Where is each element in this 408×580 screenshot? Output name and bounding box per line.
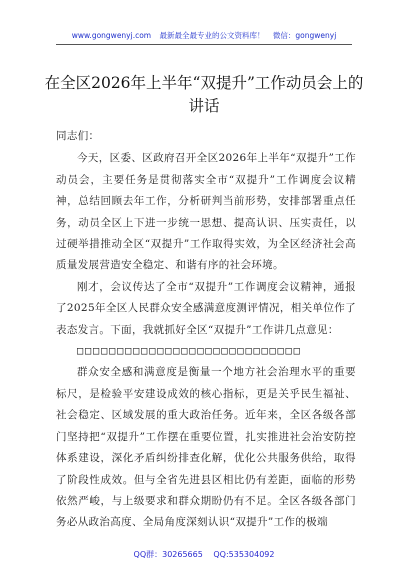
page-header [0,30,408,41]
header-divider [56,44,352,45]
footer-qq-group: QQ群：30265665 [133,550,203,559]
document-body [56,126,356,534]
header-slogan: 最新最全最专业的公文资料库！ [159,31,265,40]
page-footer [0,549,408,560]
footer-qq: QQ:535304092 [213,550,275,559]
missing-glyph-heading: □□□□□□□□□□□□□□□□□□□□□□□□□□□□ [77,345,302,358]
document-title: 在全区2026年上半年“双提升”工作动员会上的讲话 [44,74,364,115]
header-wechat: 微信：gongwenyj [272,31,337,40]
paragraph-intro: 今天，区委、区政府召开全区2026年上半年“双提升”工作动员会，主要任务是贯彻落实全市“双提升”工作调度会议精神，总结回顾去年工作，分析研判当前形势，安排部署重点任务，动员全区上下进一步统一思想、提高认识、压实责任，以过硬举措推动全区“双提升”工作取得实效，为全区经济社会高质量发展营造安全稳定、和谐有序的社会环境。 [56,152,356,272]
header-site-link[interactable]: www.gongwenyj.com [71,31,152,40]
paragraph-significance: 群众安全感和满意度是衡量一个地方社会治理水平的重要标尺，是检验平安建设成效的核心指标，更是关乎民生福祉、社会稳定、区域发展的重大政治任务。近年来，全区各级各部门坚持把“双提升”工作摆在重要位置，扎实推进社会治安防控体系建设，深化矛盾纠纷排查化解，优化公共服务供给，取得了阶段性成效。但与全省先进县区相比仍有差距，面临的形势依然严峻，与上级要求和群众期盼仍有不足。全区各级各部门务必从政治高度、全局角度深刻认识“双提升”工作的极端 [56,366,356,529]
paragraph-agenda: 刚才，会议传达了全市“双提升”工作调度会议精神，通报了2025年全区人民群众安全感满意度测评情况，相关单位作了表态发言。下面，我就抓好全区“双提升”工作讲几点意见： [56,280,356,336]
greeting: 同志们： [56,130,100,142]
